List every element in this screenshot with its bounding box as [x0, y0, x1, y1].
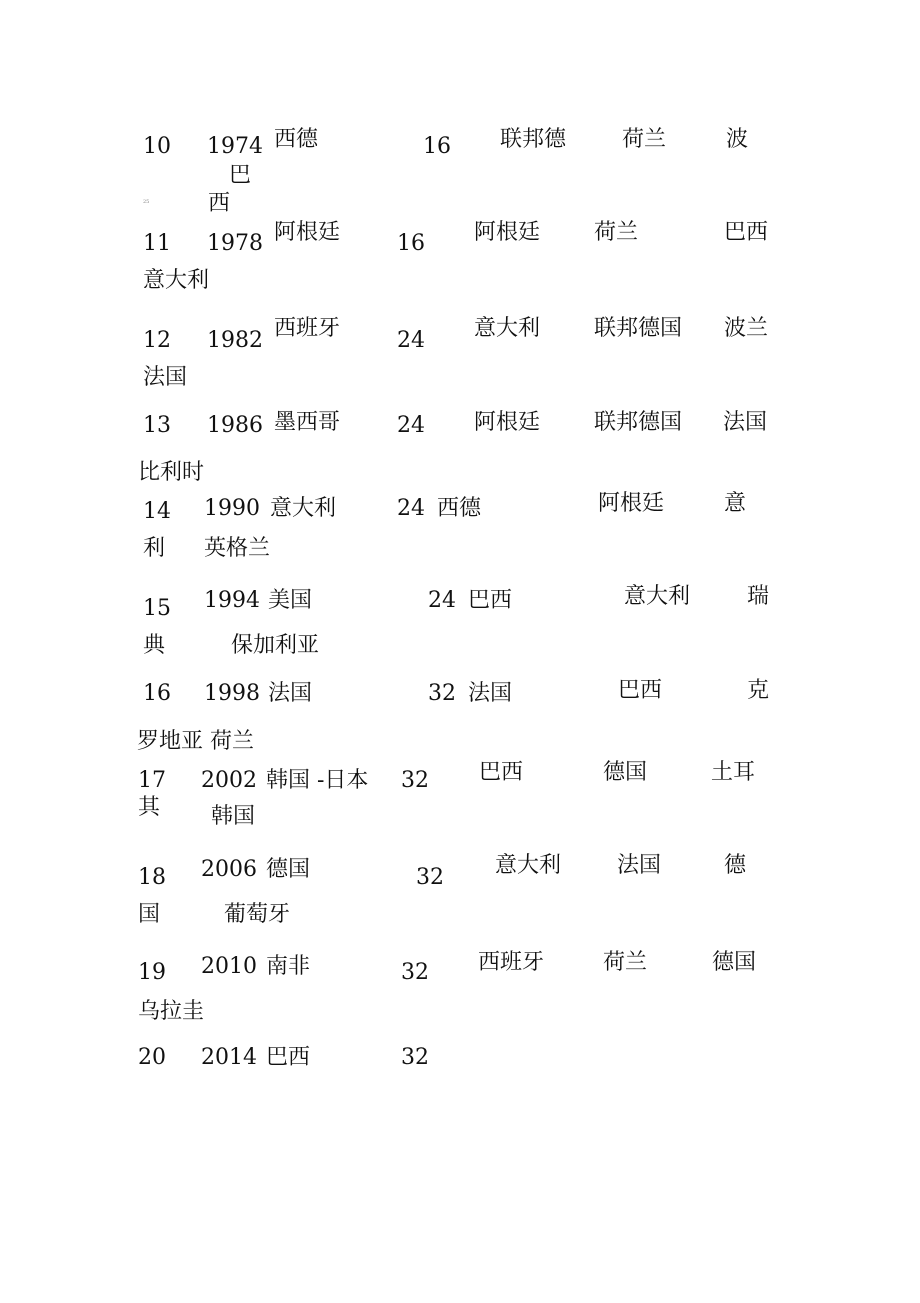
fourth-place: 罗地亚 荷兰 [137, 729, 254, 754]
third-place: 德 [724, 853, 747, 878]
team-count: 24 [397, 496, 425, 521]
champion: 巴西 [468, 588, 513, 613]
fourth-place: 法国 [143, 365, 188, 390]
edition-number: 16 [143, 681, 171, 706]
host-country: 意大利 [270, 496, 337, 521]
runner-up: 荷兰 [594, 220, 639, 245]
edition-number: 10 [143, 134, 171, 159]
fourth-place: 意大利 [143, 268, 210, 293]
year: 1986 [207, 413, 263, 438]
third-place: 德国 [712, 950, 757, 975]
fourth-place: 英格兰 [204, 536, 271, 561]
team-count: 32 [416, 865, 444, 890]
team-count: 32 [401, 1045, 429, 1070]
year: 2014 [201, 1045, 257, 1070]
champion: 意大利 [495, 853, 562, 878]
host-country: 西德 [274, 127, 319, 152]
host-country: 巴 [229, 163, 252, 188]
edition-number: 15 [143, 596, 171, 621]
host-country: 德国 [266, 857, 311, 882]
third-place-wrap: 其 [138, 795, 161, 820]
year: 1990 [204, 496, 260, 521]
team-count: 24 [397, 413, 425, 438]
champion: 阿根廷 [474, 410, 541, 435]
fourth-place: 乌拉圭 [138, 999, 205, 1024]
runner-up: 荷兰 [603, 950, 648, 975]
runner-up: 意大利 [624, 584, 691, 609]
fourth-place: 比利时 [138, 460, 205, 485]
team-count: 16 [423, 134, 451, 159]
champion: 意大利 [474, 316, 541, 341]
host-country: 阿根廷 [274, 220, 341, 245]
fourth-place: 保加利亚 [231, 633, 320, 658]
third-place: 土耳 [711, 760, 756, 785]
third-place: 法国 [723, 410, 768, 435]
year: 2002 [201, 768, 257, 793]
third-place: 巴西 [724, 220, 769, 245]
team-count: 32 [428, 681, 456, 706]
edition-number: 20 [138, 1045, 166, 1070]
fourth-place: 韩国 [211, 804, 256, 829]
host-country: 法国 [268, 681, 313, 706]
third-place: 瑞 [747, 584, 770, 609]
third-place: 波 [726, 127, 749, 152]
champion: 联邦德 [500, 127, 567, 152]
champion: 西德 [437, 496, 482, 521]
year: 1998 [204, 681, 260, 706]
team-count: 32 [401, 768, 429, 793]
runner-up: 荷兰 [622, 127, 667, 152]
edition-number: 17 [138, 768, 166, 793]
runner-up: 德国 [603, 760, 648, 785]
third-place-wrap: 利 [143, 536, 166, 561]
runner-up: 联邦德国 [594, 316, 683, 341]
host-country: 美国 [268, 588, 313, 613]
third-place-wrap: 典 [143, 633, 166, 658]
runner-up: 巴西 [618, 678, 663, 703]
edition-number: 12 [143, 328, 171, 353]
host-country: 西班牙 [274, 316, 341, 341]
host-country: 墨西哥 [274, 410, 341, 435]
runner-up: 阿根廷 [598, 491, 665, 516]
fourth-place: 葡萄牙 [224, 902, 291, 927]
host-country: 南非 [266, 954, 311, 979]
year: 2006 [201, 857, 257, 882]
page-mark: 25 [143, 199, 150, 205]
year: 1994 [204, 588, 260, 613]
champion: 巴西 [479, 760, 524, 785]
edition-number: 13 [143, 413, 171, 438]
team-count: 24 [397, 328, 425, 353]
host-country: 韩国 -日本 [266, 768, 369, 793]
year: 2010 [201, 954, 257, 979]
host-country: 巴西 [266, 1045, 311, 1070]
team-count: 24 [428, 588, 456, 613]
edition-number: 18 [138, 865, 166, 890]
year: 1982 [207, 328, 263, 353]
runner-up: 联邦德国 [594, 410, 683, 435]
edition-number: 19 [138, 960, 166, 985]
champion: 阿根廷 [474, 220, 541, 245]
year: 1974 [207, 134, 263, 159]
year: 1978 [207, 231, 263, 256]
team-count: 16 [397, 231, 425, 256]
third-place-wrap: 国 [138, 902, 161, 927]
edition-number: 11 [143, 231, 171, 256]
team-count: 32 [401, 960, 429, 985]
third-place: 波兰 [724, 316, 769, 341]
third-place: 意 [724, 491, 747, 516]
champion: 西班牙 [478, 950, 545, 975]
champion: 法国 [468, 681, 513, 706]
runner-up: 法国 [617, 853, 662, 878]
edition-number: 14 [143, 499, 171, 524]
host-country: 西 [208, 191, 231, 216]
third-place: 克 [747, 678, 770, 703]
